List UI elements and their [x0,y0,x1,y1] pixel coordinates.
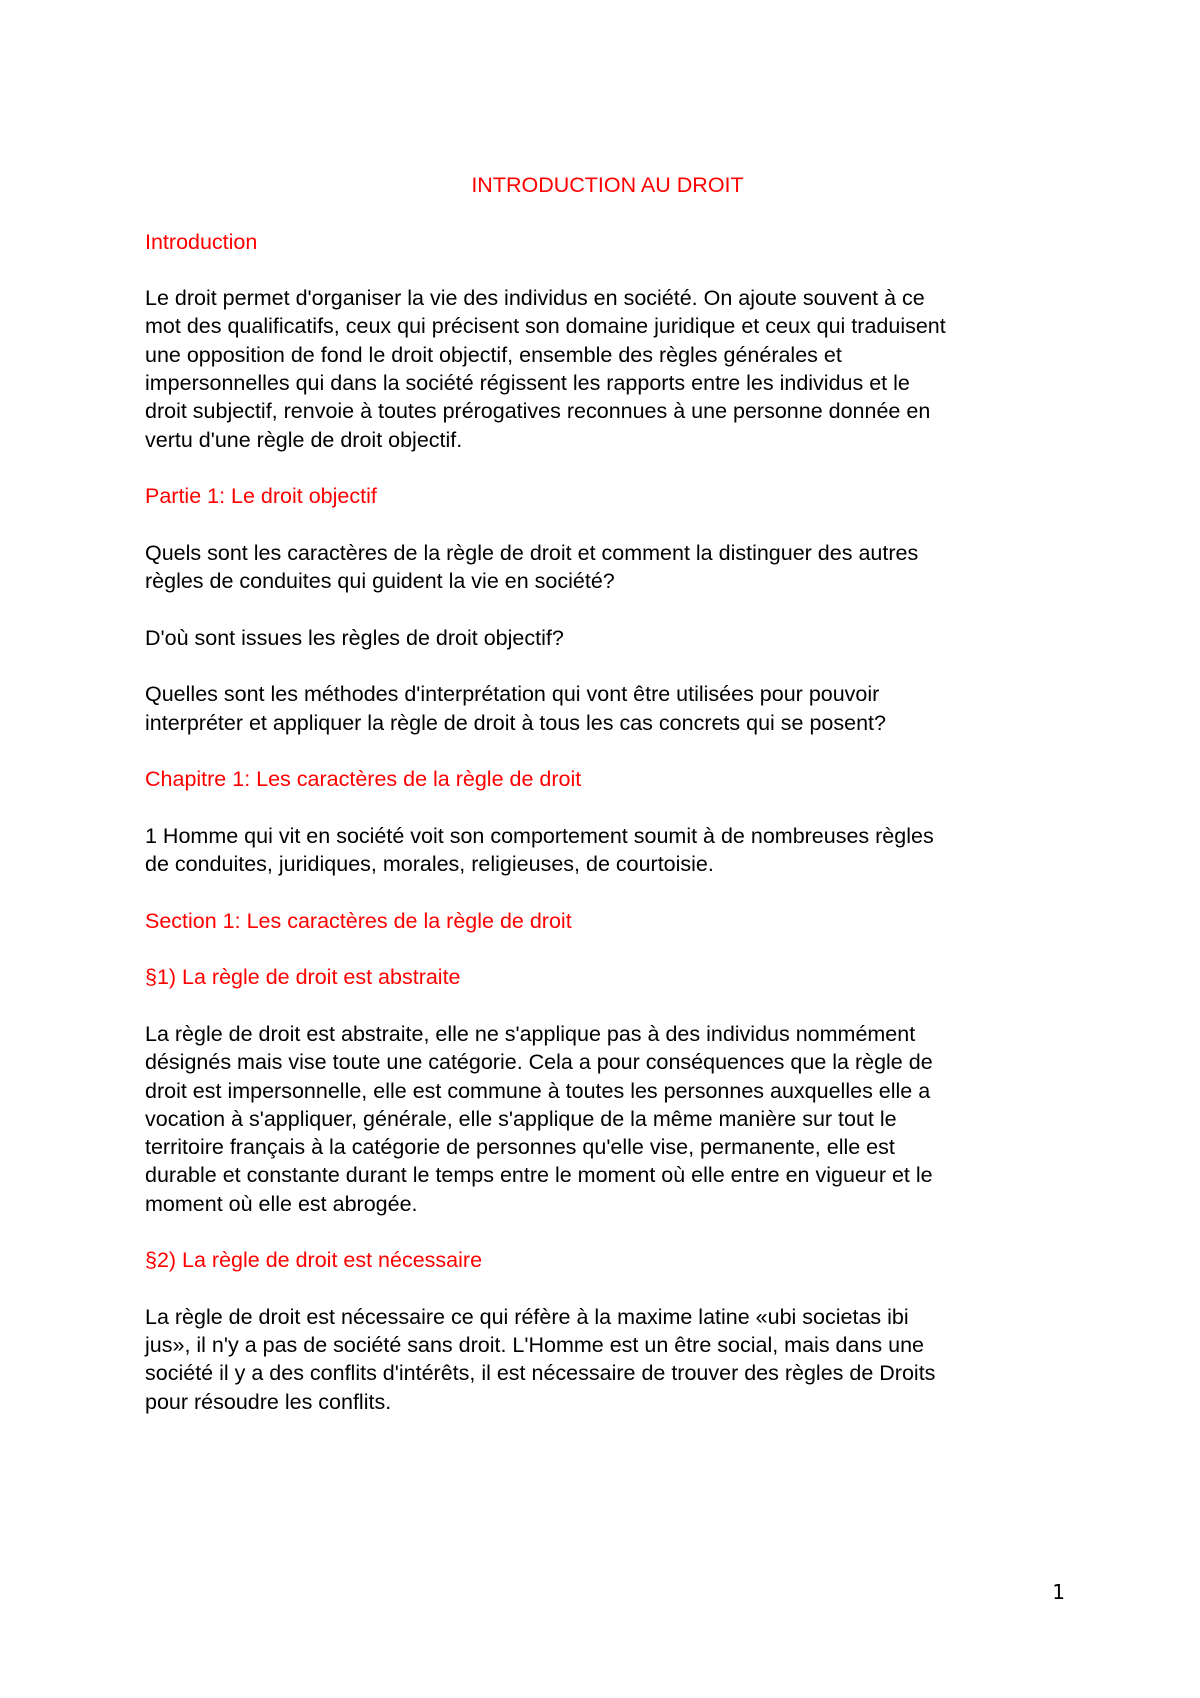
paragraph-introduction: Le droit permet d'organiser la vie des individus en société. On ajoute souvent à ce mot des qualificatifs, ceux qui précisent son domaine juridique et ceux qui traduisent une opposition de fond le droit objectif, ensemble des règles générales et impersonnelles qui dans la société régissent les rapports entre les individus et le droit subjectif, renvoie à toutes prérogatives reconnues à une personne donnée en vertu d'une règle de droit objectif. [145,286,946,452]
section-heading-introduction: Introduction [145,229,258,254]
paragraph-regle-abstraite: La règle de droit est abstraite, elle ne s'applique pas à des individus nommément désignés mais vise toute une catégorie. Cela a pour conséquences que la règle de droit est impersonnelle, elle est commune à toutes les personnes auxquelles elle a vocation à s'appliquer, générale, elle s'applique de la même manière sur tout le territoire français à la catégorie de personnes qu'elle vise, permanente, elle est durable et constante durant le temps entre le moment où elle entre en vigueur et le moment où elle est abrogée. [145,1021,933,1216]
paragraph-question-sources: D'où sont issues les règles de droit objectif? [145,625,564,650]
paragraph-chapitre-1: 1 Homme qui vit en société voit son comportement soumit à de nombreuses règles de conduites, juridiques, morales, religieuses, de courtoisie. [145,823,934,877]
paragraph-question-caracteres: Quels sont les caractères de la règle de droit et comment la distinguer des autres règles de conduites qui guident la vie en société? [145,540,919,594]
paragraph-question-interpretation: Quelles sont les méthodes d'interprétation qui vont être utilisées pour pouvoir interpréter et appliquer la règle de droit à tous les cas concrets qui se posent? [145,682,886,735]
section-heading-partie-1: Partie 1: Le droit objectif [145,484,377,509]
section-heading-paragraph-1: §1) La règle de droit est abstraite [145,965,461,990]
section-heading-section-1: Section 1: Les caractères de la règle de droit [145,908,572,933]
paragraph-regle-necessaire: La règle de droit est nécessaire ce qui réfère à la maxime latine «ubi societas ibi jus», il n'y a pas de société sans droit. L'Homme est un être social, mais dans une société il y a des conflits d'intérêts, il est nécessaire de trouver des règles de Droits pour résoudre les conflits. [145,1304,936,1414]
document-title: INTRODUCTION AU DROIT [471,173,744,197]
page-content [145,171,1070,1444]
section-heading-chapitre-1: Chapitre 1: Les caractères de la règle de droit [145,767,582,792]
page-number: 1 [1052,1580,1065,1604]
section-heading-paragraph-2: §2) La règle de droit est nécessaire [145,1248,483,1273]
